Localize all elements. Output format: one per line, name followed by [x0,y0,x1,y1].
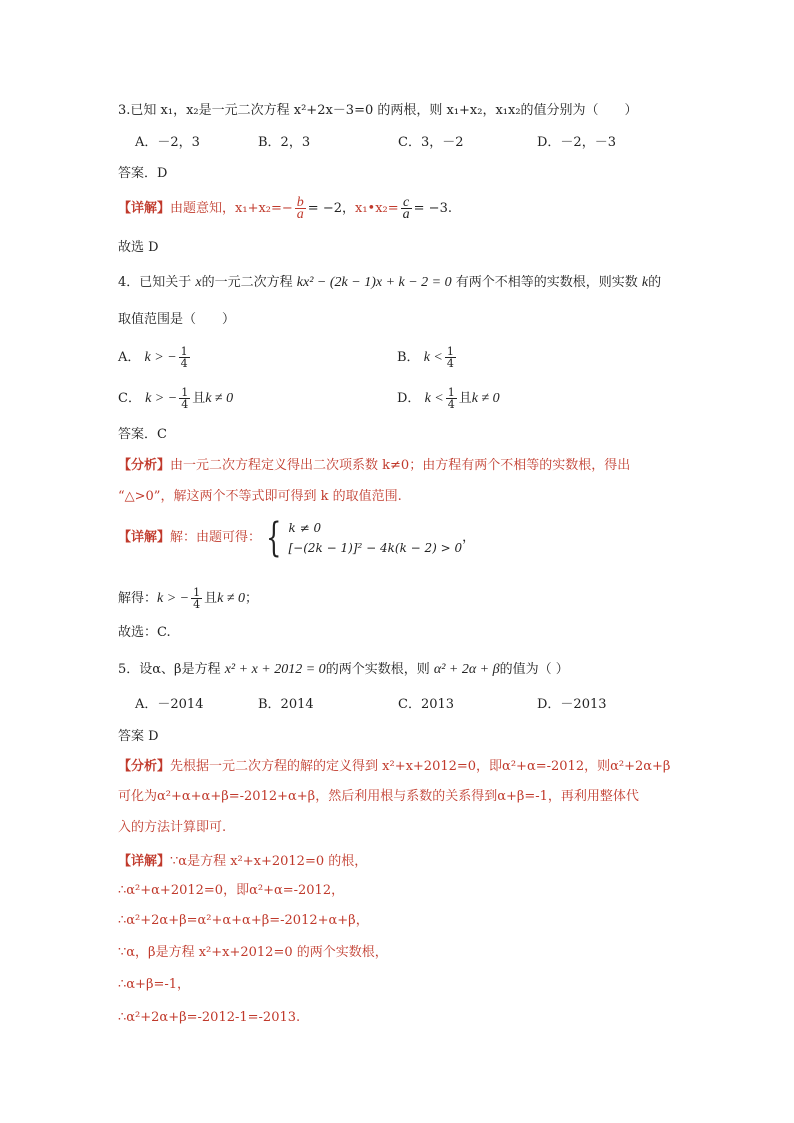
frac-denominator: 4 [180,357,188,370]
frac-denominator: 4 [447,398,455,411]
q4-option-a[interactable] [118,346,192,369]
q4-inequality-system [261,515,463,561]
q5-detail-text: ∵α是方程 x²+x+2012=0 的根， [170,854,368,869]
option-math: k ≠ 0 [205,391,234,406]
solve-and: 且 [204,591,218,606]
q4-stem-part: 的 [648,275,662,290]
fraction-one-quarter [179,387,190,410]
q5-stem-part: 5．设α、β是方程 [118,662,221,677]
q4-option-b[interactable] [397,346,458,369]
q5-detail-line6: ∴α²+2α+β=-2012-1=-2013. [118,1010,301,1025]
solve-math: k > − [157,591,190,606]
q5-equation: x² + x + 2012 = 0 [224,662,326,677]
q3-option-d[interactable]: D．－2，－3 [537,135,616,150]
detail-tag: 【详解】 [118,854,171,869]
option-and: 且 [192,391,206,406]
frac-numerator: 1 [193,586,201,599]
q5-detail-line3: ∴α²+2α+β=α²+α+α+β=-2012+α+β， [118,913,369,928]
q3-detail-m4: = −3. [413,201,452,216]
fraction-one-quarter [446,387,457,410]
q3-fraction-c-over-a [401,197,412,220]
q4-stem [118,273,661,293]
frac-numerator: 1 [180,345,188,358]
q4-option-d[interactable] [397,387,500,410]
option-math: k ≠ 0 [471,391,500,406]
frac-numerator: 1 [447,386,455,399]
q3-detail-text: 由题意知， [170,201,236,216]
q5-detail-line1 [118,852,367,872]
q4-detail [118,515,476,561]
q3-detail-m2: = −2， [307,201,355,216]
q4-stem-part: 有两个不相等的实数根，则实数 [455,275,638,290]
frac-denominator: 4 [181,398,189,411]
q5-detail-line2: ∴α²+α+2012=0，即α²+α=-2012， [118,883,345,898]
q4-analysis-text: 由一元二次方程定义得出二次项系数 k≠0；由方程有两个不相等的实数根，得出 [170,458,631,473]
q4-analysis-line1 [118,456,630,476]
q4-stem-part: 的一元二次方程 [201,275,293,290]
q4-stem-part: 4．已知关于 [118,275,192,290]
frac-denominator: 4 [446,357,454,370]
q4-variable-k: k [641,275,649,290]
frac-numerator: c [403,195,410,210]
q5-answer: 答案 D [118,729,159,744]
option-label: A． [118,350,141,365]
q3-detail-m3: x₁•x₂= [355,201,399,216]
frac-denominator: 4 [193,598,201,611]
frac-numerator: 1 [446,345,454,358]
option-math: k > − [145,391,178,406]
solve-math: k ≠ 0 [217,591,246,606]
q3-detail-m1: x₁+x₂=− [235,201,293,216]
option-label: B． [397,350,420,365]
q3-answer: 答案．D [118,166,168,181]
q5-expression: α² + 2α + β [433,662,500,677]
option-math: k < [424,391,444,406]
q4-equation: kx² − (2k − 1)x + k − 2 = 0 [296,275,452,290]
q3-conclusion: 故选 D [118,240,159,255]
system-row: [−(2k − 1)]² − 4k(k − 2) > 0 [288,541,463,555]
q5-analysis-text: 先根据一元二次方程的解的定义得到 x²+x+2012=0，即α²+α=-2012，则α²+2α+β [170,759,671,774]
option-math: k > − [144,350,177,365]
option-and: 且 [458,391,472,406]
q3-option-a[interactable]: A．－2，3 [135,135,200,150]
q3-option-c[interactable]: C．3，－2 [398,135,464,150]
q5-stem [118,660,569,680]
q4-analysis-line2: “△>0”，解这两个不等式即可得到 k 的取值范围. [118,489,402,504]
q5-analysis-line2: 可化为α²+α+α+β=-2012+α+β，然后利用根与系数的关系得到α+β=-1，再利用整体代 [118,789,639,804]
frac-denominator: a [402,207,410,222]
q4-solve [118,587,258,610]
q5-stem-part: 的两个实数根，则 [325,662,430,677]
frac-numerator: 1 [181,386,189,399]
detail-tag: 【详解】 [118,201,171,216]
detail-tag: 【详解】 [118,530,171,545]
q4-option-c[interactable] [118,387,233,410]
fraction-one-quarter [179,346,190,369]
q5-option-a[interactable]: A．－2014 [135,697,204,712]
fraction-one-quarter [445,346,456,369]
q5-stem-part: 的值为（ ） [499,662,569,677]
q5-option-d[interactable]: D．－2013 [537,697,607,712]
q3-detail [118,197,452,220]
system-row: k ≠ 0 [288,521,322,535]
q3-fraction-b-over-a [295,197,306,220]
q4-conclusion: 故选：C. [118,625,171,640]
frac-numerator: b [296,195,304,210]
solve-label: 解得： [118,591,158,606]
q5-analysis-line1 [118,757,670,777]
q4-variable-x: x [195,275,202,290]
frac-denominator: a [296,207,304,222]
system-tail: ， [462,530,476,545]
analysis-tag: 【分析】 [118,458,171,473]
q4-answer: 答案．C [118,427,167,442]
option-label: C． [118,391,141,406]
q5-option-c[interactable]: C．2013 [398,697,455,712]
q5-detail-line4: ∵α，β是方程 x²+x+2012=0 的两个实数根， [118,945,388,960]
q4-detail-text: 解：由题可得： [170,530,262,545]
left-brace-icon: { [266,515,282,561]
fraction-one-quarter [191,587,202,610]
q3-option-b[interactable]: B．2，3 [258,135,311,150]
option-label: D． [397,391,421,406]
q4-stem-line2: 取值范围是（ ） [118,312,236,327]
q3-stem: 3.已知 x₁，x₂是一元二次方程 x²+2x－3=0 的两根，则 x₁+x₂，x₁x₂的值分别为（ ） [118,103,638,118]
q5-detail-line5: ∴α+β=-1， [118,977,191,992]
solve-end: ； [245,591,259,606]
option-math: k < [423,350,443,365]
analysis-tag: 【分析】 [118,759,171,774]
q5-analysis-line3: 入的方法计算即可. [118,820,227,835]
q5-option-b[interactable]: B．2014 [258,697,314,712]
